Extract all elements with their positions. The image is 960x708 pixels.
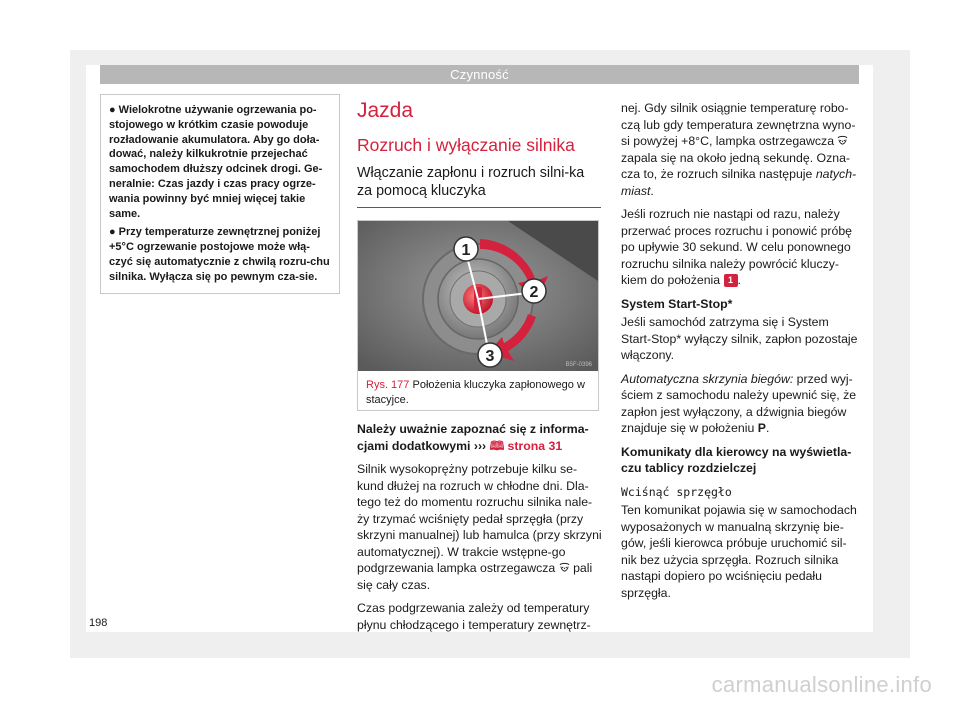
section-title: Jazda [357, 99, 414, 122]
section-subtitle: Rozruch i wyłączanie silnika [357, 135, 575, 155]
right-column-text [621, 100, 861, 608]
paragraph: Jeśli samochód zatrzyma się i System Start-Stop* wyłączy silnik, zapłon pozostaje włączony. [621, 315, 858, 362]
caption-text: Położenia kluczyka zapłonowego w stacyjce. [366, 379, 585, 406]
callout-2 [522, 279, 546, 303]
startstop-heading: System Start-Stop* [621, 296, 733, 311]
figure-number: Rys. 177 [366, 379, 410, 391]
ignition-figure [357, 220, 599, 411]
watermark: carmanualsonline.info [711, 672, 932, 697]
intro-paragraph: Należy uważnie zapoznać się z informa-cjami dodatkowymi ››› 🕮 strona 31 [357, 422, 589, 453]
figure-code: B5F-0396 [565, 362, 592, 368]
callout-1 [454, 237, 478, 261]
subsection-heading: Włączanie zapłonu i rozruch silni-ka za pomocą kluczyka [357, 164, 601, 208]
paragraph: nej. Gdy silnik osiągnie temperaturę robo-czą lub gdy temperatura zewnętrzna wyno-si powyżej +8°C, lampka ostrzegawcza zapala się na około jedną sekundę. Ozna-cza to, że rozruch silnika następuje natych-miast. [621, 101, 857, 198]
bullet-icon: ● [109, 226, 116, 239]
paragraph: Ten komunikat pojawia się w samochodach wyposażonych w manualną skrzynię bie-gów, jeśli kierowca próbuje uruchomić sil-nik bez użycia sprzęgła. Rozruch silnika nastąpi dopiero po wciśnięciu pedału sprzęgła. [621, 503, 857, 600]
svg-text:2: 2 [529, 284, 539, 301]
notice-item: ● Przy temperaturze zewnętrznej poniżej +5°C ogrzewanie postojowe może włą-czyć się automatycznie z chwilą rozru-chu silnika. Wyłącza się po pewnym cza-sie. [109, 226, 330, 283]
ignition-illustration [358, 221, 598, 371]
book-icon: 🕮 [489, 438, 505, 453]
middle-column-text [357, 421, 602, 640]
notice-box [100, 94, 340, 294]
display-message: Wciśnąć sprzęgło [621, 484, 732, 499]
paragraph: Jeśli rozruch nie nastąpi od razu, należy przerwać proces rozruchu i ponowić próbę po upływie 30 sekund. W celu ponownego rozruchu silnika należy powrócić kluczy-kiem do położenia 1 . [621, 207, 853, 287]
svg-text:1: 1 [461, 242, 471, 259]
paragraph: Silnik wysokoprężny potrzebuje kilku se-kund dłużej na rozruch w chłodne dni. Dla-tego też do momentu rozruchu silnika nale-ży trzymać wciśnięty pedał sprzęgła (przy skrzyni manualnej) lub hamulca (przy skrzyni automatycznej). W trakcie wstępne-go podgrzewania lampka ostrzegawcza pali się cały czas. [357, 462, 602, 592]
glow-plug-icon [837, 135, 848, 146]
chapter-header: Czynność [100, 65, 859, 84]
position-marker: 1 [724, 274, 738, 287]
page-reference-link[interactable]: strona 31 [507, 438, 563, 453]
paragraph: Automatyczna skrzynia biegów: przed wyj-ściem z samochodu należy upewnić się, że zapłon jest wyłączony, a dźwignia biegów znajduje się w położeniu P. [621, 371, 857, 435]
messages-heading: Komunikaty dla kierowcy na wyświetla-czu tablicy rozdzielczej [621, 444, 852, 475]
callout-3 [478, 343, 502, 367]
paragraph: Czas podgrzewania zależy od temperatury płynu chłodzącego i temperatury zewnętrz- [357, 601, 591, 632]
glow-plug-icon [559, 562, 570, 573]
notice-item: ● Wielokrotne używanie ogrzewania po-stojowego w krótkim czasie powoduje rozładowanie akumulatora. Aby go doła-dować, należy kilkukrotnie przejechać samochodem dłuższy odcinek drogi. Ge-neralnie: Czas jazdy i czas pracy ogrze-wania powinny być mniej więcej takie same. [109, 104, 323, 220]
section-headings [357, 98, 603, 208]
svg-text:3: 3 [485, 348, 495, 365]
page-number: 198 [89, 617, 108, 629]
bullet-icon: ● [109, 104, 116, 116]
figure-caption [366, 378, 592, 408]
